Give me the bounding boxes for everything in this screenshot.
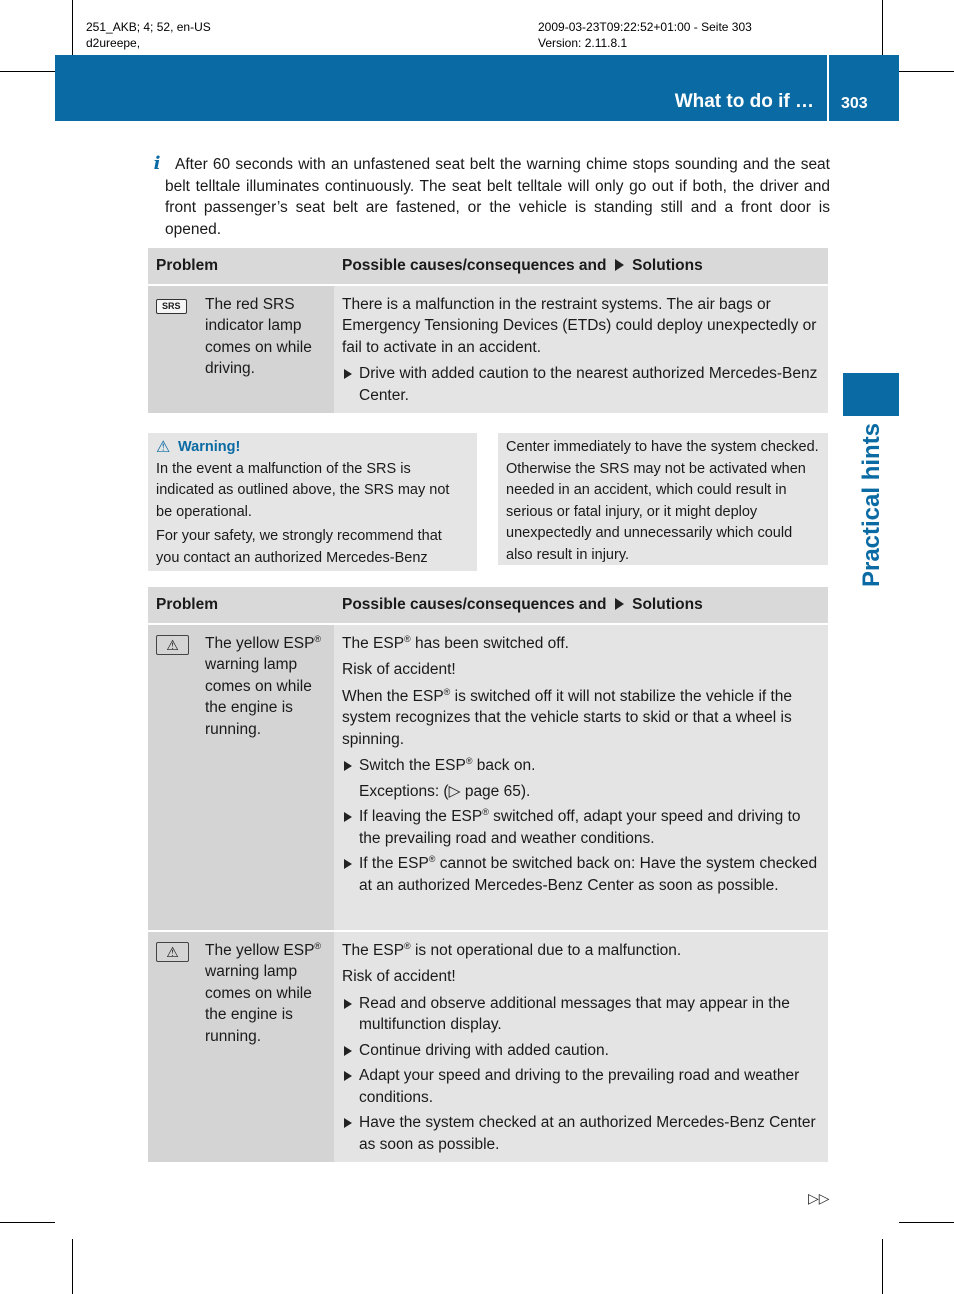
header-problem: Problem [156, 596, 219, 613]
header-causes-text: Possible causes/consequences and [342, 596, 607, 613]
header-causes-text: Possible causes/consequences and [342, 257, 607, 274]
info-icon: i [153, 153, 161, 174]
cause-text: When the ESP® is switched off it will not stabilize the vehicle if the system recognizes that the vehicle starts to skid or that a wheel is spinning. [342, 686, 793, 748]
problem-text: The red SRS indicator lamp comes on while driving. [205, 295, 312, 377]
warning-paragraph: In the event a malfunction of the SRS is indicated as outlined above, the SRS may not be operational. [156, 460, 450, 520]
warning-paragraph: For your safety, we strongly recommend that you contact an authorized Mercedes-Benz [156, 528, 442, 566]
problem-text: The yellow ESP® warning lamp comes on while the engine is running. [205, 940, 322, 1045]
crop-mark [882, 1239, 883, 1294]
meta-line: d2ureepe, [86, 36, 141, 50]
header-divider [827, 55, 829, 121]
info-note [148, 154, 830, 240]
esp-table [148, 587, 828, 1164]
crop-mark [0, 71, 55, 72]
print-meta-left [86, 19, 211, 51]
warning-triangle-icon: ⚠ [156, 439, 171, 456]
warning-title: Warning! [178, 439, 241, 455]
arrow-icon [615, 259, 624, 271]
crop-mark [899, 1222, 954, 1223]
table-header [148, 248, 828, 286]
chapter-tab [843, 373, 899, 416]
action-item: Read and observe additional messages that may appear in the multifunction display. [342, 993, 822, 1036]
problem-cell [148, 625, 334, 930]
action-item: Adapt your speed and driving to the prevailing road and weather conditions. [342, 1065, 822, 1108]
header-problem: Problem [156, 257, 219, 274]
action-item: Have the system checked at an authorized Mercedes-Benz Center as soon as possible. [342, 1112, 822, 1155]
esp-warning-icon: ⚠ [156, 635, 189, 655]
print-meta-right [538, 19, 752, 51]
solution-cell [334, 625, 828, 930]
table-row [148, 932, 828, 1164]
action-item: Switch the ESP® back on. [342, 755, 822, 777]
crop-mark [72, 0, 73, 55]
header-solutions-text: Solutions [632, 596, 703, 613]
table-row [148, 286, 828, 415]
cause-text: There is a malfunction in the restraint systems. The air bags or Emergency Tensioning Devices (ETDs) could deploy unexpectedly or fail to activate in an accident. [342, 295, 817, 356]
meta-line: 2009-03-23T09:22:52+01:00 - Seite 303 [538, 20, 752, 34]
continued-marker: ▷▷ [808, 1190, 830, 1206]
crop-mark [882, 0, 883, 55]
warning-box [148, 433, 477, 571]
crop-mark [899, 71, 954, 72]
srs-table [148, 248, 828, 415]
header-causes [334, 248, 828, 284]
risk-text: Risk of accident! [342, 968, 456, 985]
warning-heading [156, 437, 469, 459]
section-title: What to do if … [674, 91, 814, 112]
crop-mark [0, 1222, 55, 1223]
solution-cell [334, 932, 828, 1162]
header-bar [55, 55, 899, 121]
problem-text: The yellow ESP® warning lamp comes on while the engine is running. [205, 633, 322, 738]
esp-warning-icon: ⚠ [156, 942, 189, 962]
problem-cell [148, 932, 334, 1162]
problem-cell [148, 286, 334, 413]
chapter-label: Practical hints [858, 422, 885, 588]
cause-text: The ESP® is not operational due to a malfunction. [342, 940, 682, 959]
solution-cell [334, 286, 828, 413]
warning-paragraph: Center immediately to have the system checked. Otherwise the SRS may not be activated when needed in an accident, which could result in serious or fatal injury, or it might deploy unexpectedly and unnecessarily which could also result in injury. [506, 439, 819, 563]
warning-box-continued [498, 433, 828, 565]
srs-indicator-icon: SRS [156, 299, 187, 314]
action-item: Drive with added caution to the nearest authorized Mercedes-Benz Center. [342, 363, 822, 406]
risk-text: Risk of accident! [342, 661, 456, 678]
meta-line: 251_AKB; 4; 52, en-US [86, 20, 211, 34]
header-causes [334, 587, 828, 623]
crop-mark [72, 1239, 73, 1294]
action-item: Continue driving with added caution. [342, 1040, 822, 1062]
action-item: If leaving the ESP® switched off, adapt your speed and driving to the prevailing road and weather conditions. [342, 806, 822, 849]
info-text: After 60 seconds with an unfastened seat belt the warning chime stops sounding and the seat belt telltale illuminates continuously. The seat belt telltale will only go out if both, the driver and front passenger’s seat belt are fastened, or the vehicle is standing still and a front door is opened. [165, 156, 830, 238]
action-item: If the ESP® cannot be switched back on: Have the system checked at an authorized Mercedes-Benz Center as soon as possible. [342, 853, 822, 896]
table-header [148, 587, 828, 625]
header-solutions-text: Solutions [632, 257, 703, 274]
arrow-icon [615, 598, 624, 610]
table-row [148, 625, 828, 932]
meta-line: Version: 2.11.8.1 [538, 36, 628, 50]
exception-reference: Exceptions: (▷ page 65). [359, 782, 531, 800]
cause-text: The ESP® has been switched off. [342, 633, 569, 652]
page-number: 303 [841, 95, 868, 112]
